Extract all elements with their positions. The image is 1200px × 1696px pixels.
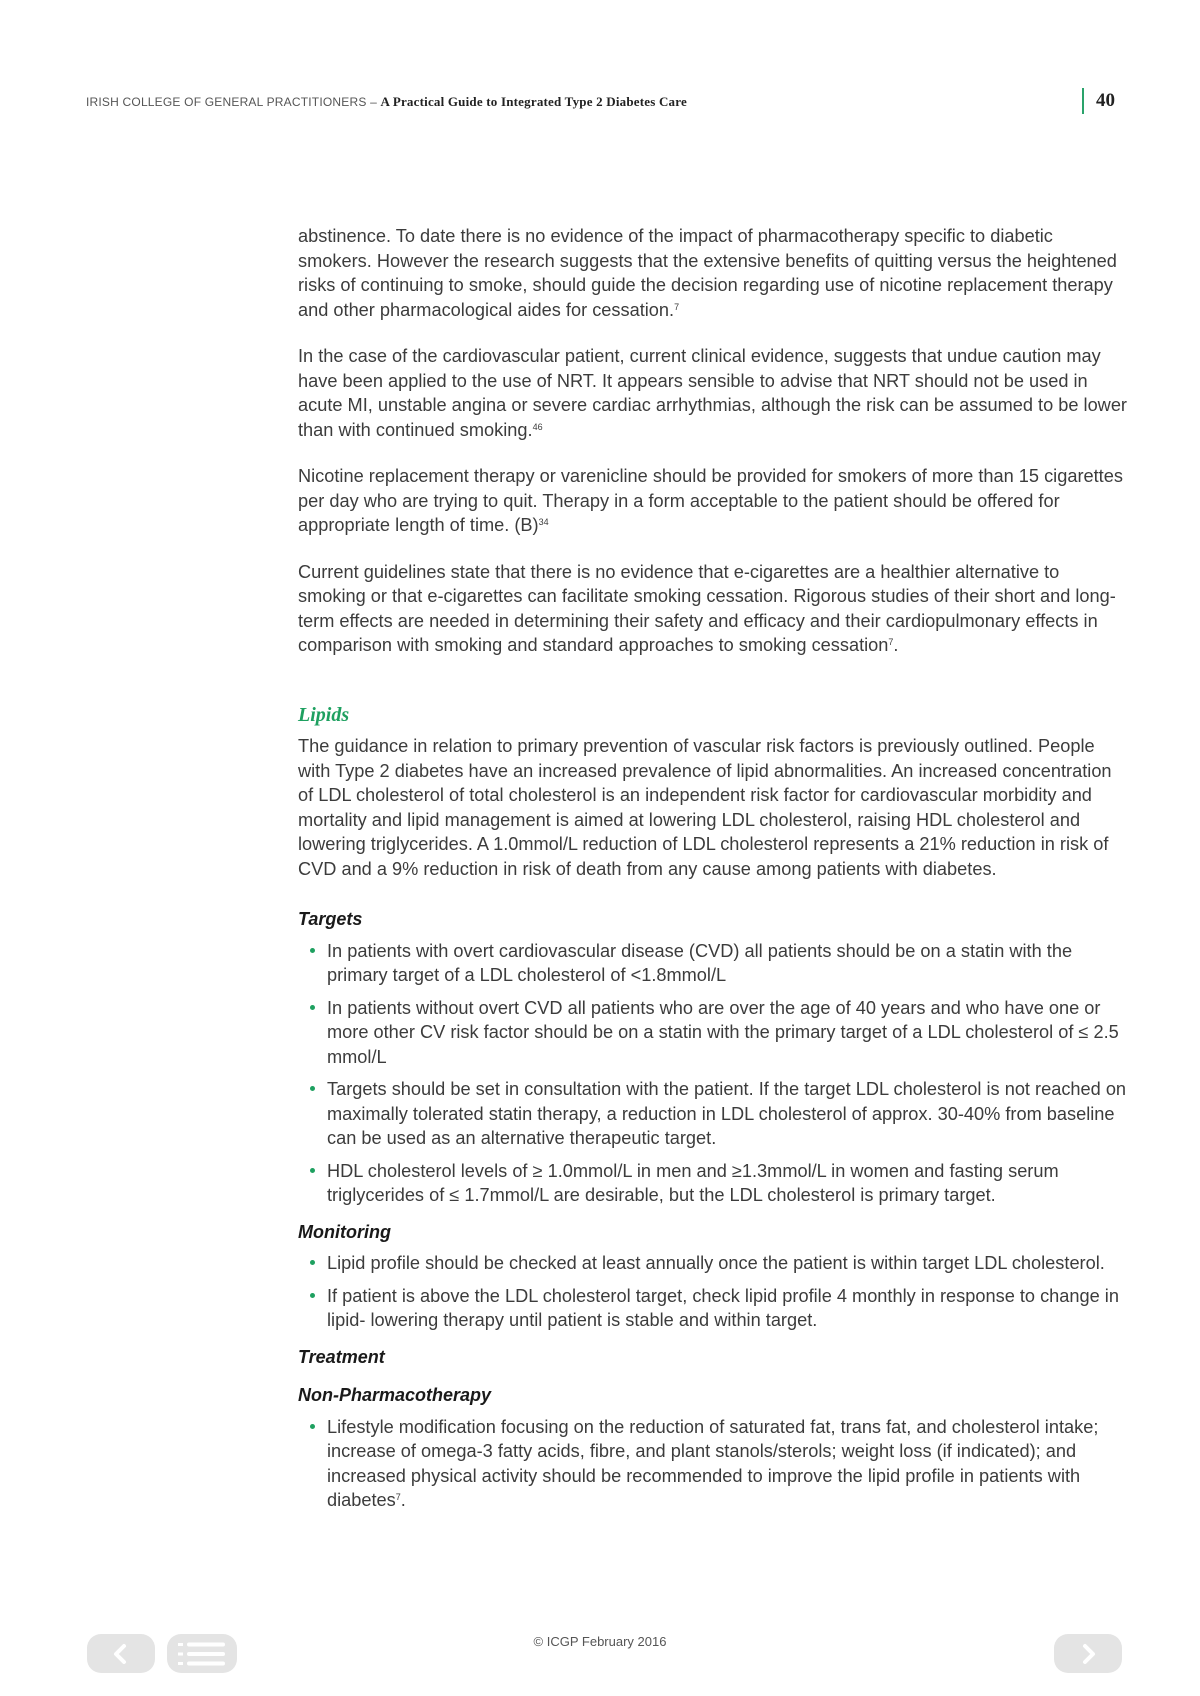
paragraph-text: In the case of the cardiovascular patient, current clinical evidence, suggests that undue caution may have been applied to the use of NRT. It appears sensible to advise that NRT should not be used in acute MI, unstable angina or severe cardiac arrhythmias, although the risk can be assumed to be lower than with continued smoking.: [298, 346, 1127, 440]
paragraph-tail: .: [893, 635, 899, 655]
list-item-text: Lifestyle modification focusing on the reduction of saturated fat, trans fat, and cholesterol intake; increase of omega-3 fatty acids, fibre, and plant stanols/sterols; weight loss (if indicated); and increased physical activity should be recommended to improve the lipid profile in patients with diabetes: [327, 1416, 1099, 1510]
bullet-icon: [310, 1168, 315, 1173]
bullet-icon: [310, 1260, 315, 1265]
paragraph-text: Nicotine replacement therapy or varenicline should be provided for smokers of more than 15 cigarettes per day who are trying to quit. Therapy in a form acceptable to the patient should be offered for appropriate length of time. (B): [298, 466, 1123, 535]
bullet-icon: [310, 1005, 315, 1010]
treatment-heading: Treatment: [298, 1346, 385, 1367]
running-header: [86, 94, 1116, 118]
list-item: [298, 1251, 1130, 1276]
page-content: [298, 224, 1130, 1525]
reference-marker: 7: [395, 1492, 401, 1502]
page-number: 40: [1082, 88, 1115, 114]
monitoring-heading: Monitoring: [298, 1221, 391, 1242]
list-item: [298, 1284, 1130, 1333]
targets-heading: Targets: [298, 909, 363, 929]
paragraph-text: abstinence. To date there is no evidence of the impact of pharmacotherapy specific to diabetic smokers. However the research suggests that the extensive benefits of quitting versus the heightened risks of continuing to smoke, should guide the decision regarding use of nicotine replacement therapy and other pharmacological aides for cessation.: [298, 226, 1117, 320]
reference-marker: 7: [888, 637, 894, 647]
list-item-text: In patients with overt cardiovascular disease (CVD) all patients should be on a statin with the primary target of a LDL cholesterol of <1.8mmol/L: [327, 940, 1073, 985]
paragraph: [298, 560, 1130, 658]
targets-list: [298, 939, 1130, 1208]
reference-marker: 7: [674, 301, 680, 312]
paragraph: [298, 464, 1130, 538]
paragraph: [298, 224, 1130, 322]
list-item-text: Targets should be set in consultation with the patient. If the target LDL cholesterol is not reached on maximally tolerated statin therapy, a reduction in LDL cholesterol of approx. 30-40% from baseline can be used as an alternative therapeutic target.: [327, 1079, 1127, 1148]
reference-marker: 46: [532, 421, 543, 432]
bullet-icon: [310, 948, 315, 953]
list-item: [298, 996, 1130, 1070]
list-item: [298, 1077, 1130, 1151]
lipids-intro: The guidance in relation to primary prevention of vascular risk factors is previously outlined. People with Type 2 diabetes have an increased prevalence of lipid abnormalities. An increased concentration of LDL cholesterol of total cholesterol is an independent risk factor for cardiovascular morbidity and mortality and lipid management is aimed at lowering LDL cholesterol, raising HDL cholesterol and lowering triglycerides. A 1.0mmol/L reduction of LDL cholesterol represents a 21% reduction in risk of CVD and a 9% reduction in risk of death from any cause among patients with diabetes.: [298, 736, 1112, 879]
list-item-text: HDL cholesterol levels of ≥ 1.0mmol/L in men and ≥1.3mmol/L in women and fasting serum triglycerides of ≤ 1.7mmol/L are desirable, but the LDL cholesterol is primary target.: [327, 1160, 1059, 1205]
non-pharmacotherapy-heading: Non-Pharmacotherapy: [298, 1385, 492, 1405]
bullet-icon: [310, 1424, 315, 1429]
bullet-icon: [310, 1086, 315, 1091]
list-item-tail: .: [400, 1490, 406, 1510]
footer-copyright: © ICGP February 2016: [533, 1634, 667, 1649]
list-item: [298, 939, 1130, 988]
list-item-text: If patient is above the LDL cholesterol target, check lipid profile 4 monthly in response to change in lipid- lowering therapy until patient is stable and within target.: [327, 1285, 1119, 1330]
list-item-text: Lipid profile should be checked at least annually once the patient is within target LDL cholesterol.: [327, 1253, 1105, 1273]
list-item: [298, 1415, 1130, 1513]
lipids-heading: Lipids: [298, 703, 350, 726]
paragraph-text: Current guidelines state that there is no evidence that e-cigarettes are a healthier alternative to smoking or that e-cigarettes can facilitate smoking cessation. Rigorous studies of their short and long-term effects are needed in determining their safety and efficacy and their cardiopulmonary effects in comparison with smoking and standard approaches to smoking cessation: [298, 561, 1116, 655]
bullet-icon: [310, 1293, 315, 1298]
header-org: IRISH COLLEGE OF GENERAL PRACTITIONERS: [86, 95, 367, 109]
monitoring-list: [298, 1251, 1130, 1333]
header-separator: –: [366, 95, 381, 109]
reference-marker: 34: [538, 517, 549, 527]
list-item: [298, 1159, 1130, 1208]
paragraph: [298, 344, 1130, 442]
list-item-text: In patients without overt CVD all patients who are over the age of 40 years and who have one or more other CV risk factor should be on a statin with the primary target of a LDL cholesterol of ≤ 2.5 mmol/L: [327, 997, 1119, 1067]
header-title: A Practical Guide to Integrated Type 2 Diabetes Care: [380, 94, 687, 109]
non-pharmacotherapy-list: [298, 1415, 1130, 1513]
